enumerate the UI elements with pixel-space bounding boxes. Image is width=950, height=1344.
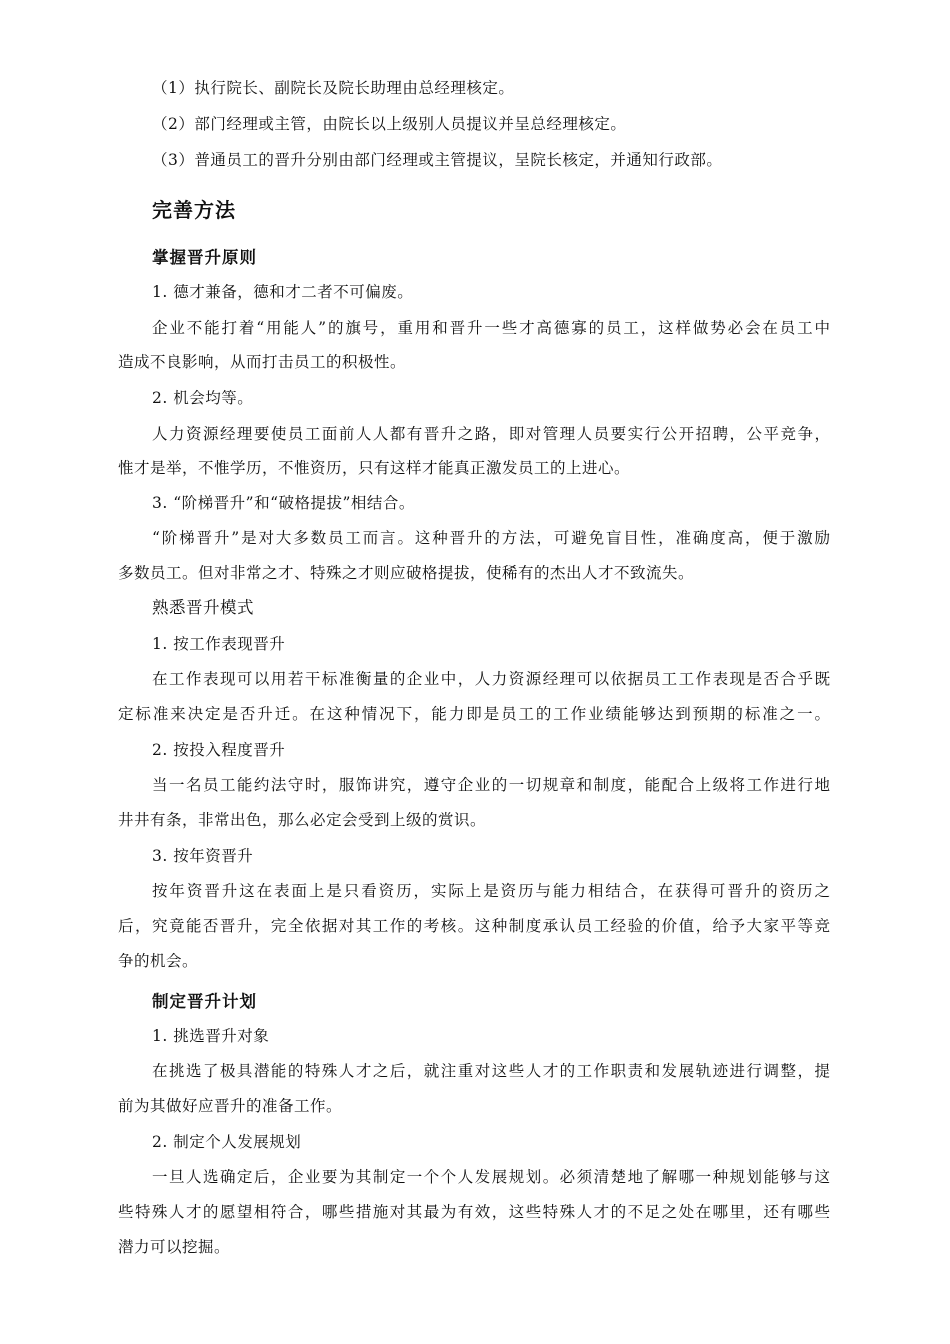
paragraph-heading: 3. 按年资晋升 [152,847,254,865]
paragraph-heading: 1. 挑选晋升对象 [152,1027,270,1045]
list-item: （1）执行院长、副院长及院长助理由总经理核定。 [152,79,515,97]
list-item: （2）部门经理或主管，由院长以上级别人员提议并呈总经理核定。 [152,115,627,133]
paragraph-line: “阶梯晋升”是对大多数员工而言。这种晋升的方法，可避免盲目性，准确度高，便于激励 [152,529,830,547]
paragraph-line: 惟才是举，不惟学历，不惟资历，只有这样才能真正激发员工的上进心。 [118,459,631,477]
paragraph-heading: 2. 机会均等。 [152,389,254,407]
paragraph-line: 人力资源经理要使员工面前人人都有晋升之路，即对管理人员要实行公开招聘，公平竞争， [152,425,830,443]
paragraph-line: 在工作表现可以用若干标准衡量的企业中，人力资源经理可以依据员工工作表现是否合乎既 [152,670,830,688]
subsection-title: 制定晋升计划 [152,992,257,1011]
paragraph-line: 争的机会。 [118,952,199,970]
paragraph-line: 一旦人选确定后，企业要为其制定一个个人发展规划。必须清楚地了解哪一种规划能够与这 [152,1168,830,1186]
paragraph-heading: 2. 制定个人发展规划 [152,1133,302,1151]
paragraph-line: 定标准来决定是否升迁。在这种情况下，能力即是员工的工作业绩能够达到预期的标准之一。 [118,705,830,723]
paragraph-heading: 3. “阶梯晋升”和“破格提拔”相结合。 [152,494,415,512]
paragraph-line: 些特殊人才的愿望相符合，哪些措施对其最为有效，这些特殊人才的不足之处在哪里，还有哪些 [118,1203,830,1221]
paragraph-line: 井井有条，非常出色，那么必定会受到上级的赏识。 [118,811,487,829]
paragraph-line: 潜力可以挖掘。 [118,1238,231,1256]
paragraph-line: 企业不能打着“用能人”的旗号，重用和晋升一些才高德寡的员工，这样做势必会在员工中 [152,319,830,337]
section-title: 完善方法 [152,198,236,222]
paragraph-heading: 1. 德才兼备，德和才二者不可偏废。 [152,283,414,301]
list-item: （3）普通员工的晋升分别由部门经理或主管提议，呈院长核定，并通知行政部。 [152,151,723,169]
paragraph-line: 造成不良影响，从而打击员工的积极性。 [118,353,407,371]
subsection-title: 熟悉晋升模式 [152,598,254,617]
paragraph-heading: 2. 按投入程度晋升 [152,741,286,759]
paragraph-line: 前为其做好应晋升的准备工作。 [118,1097,343,1115]
paragraph-line: 多数员工。但对非常之才、特殊之才则应破格提拔，使稀有的杰出人才不致流失。 [118,564,695,582]
subsection-title: 掌握晋升原则 [152,248,257,267]
paragraph-heading: 1. 按工作表现晋升 [152,635,286,653]
paragraph-line: 后，究竟能否晋升，完全依据对其工作的考核。这种制度承认员工经验的价值，给予大家平等竞 [118,917,830,935]
paragraph-line: 在挑选了极具潜能的特殊人才之后，就注重对这些人才的工作职责和发展轨迹进行调整，提 [152,1062,830,1080]
paragraph-line: 当一名员工能约法守时，服饰讲究，遵守企业的一切规章和制度，能配合上级将工作进行地 [152,776,830,794]
paragraph-line: 按年资晋升这在表面上是只看资历，实际上是资历与能力相结合，在获得可晋升的资历之 [152,882,830,900]
